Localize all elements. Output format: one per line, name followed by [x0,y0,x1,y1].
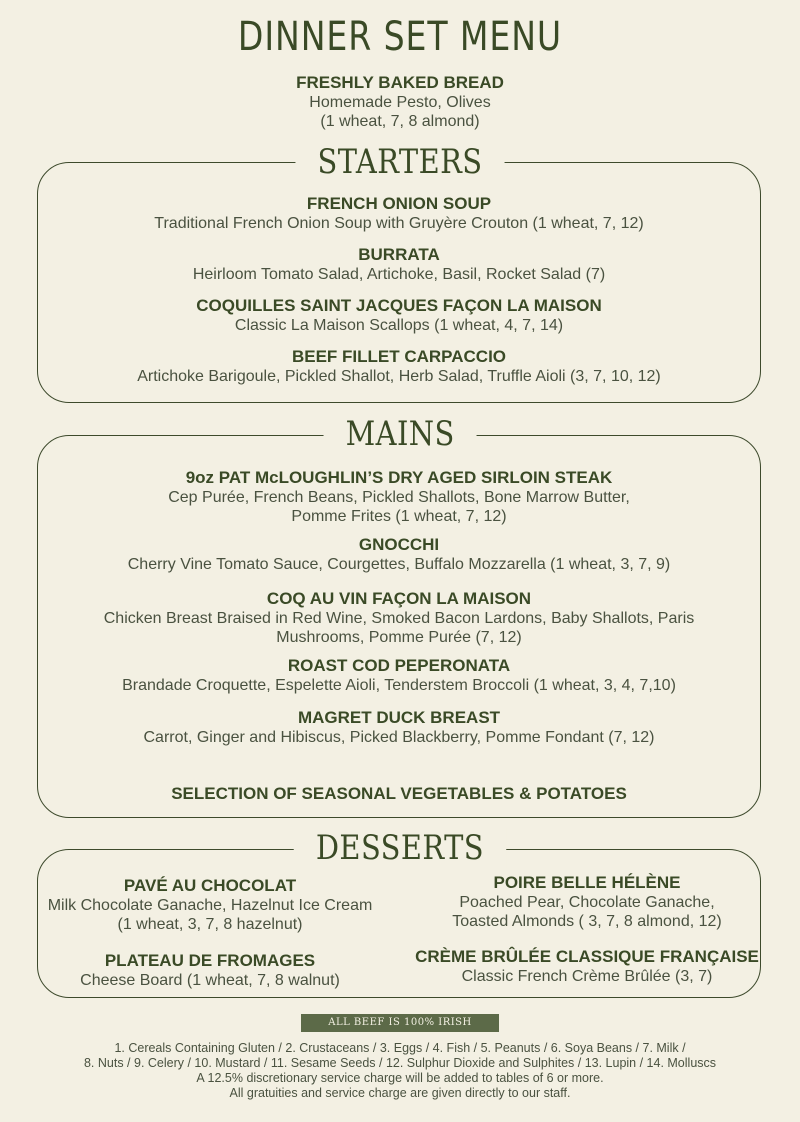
irish-beef-banner: ALL BEEF IS 100% IRISH [301,1014,499,1032]
dessert-item [412,872,762,931]
sides-title: SELECTION OF SEASONAL VEGETABLES & POTATOES [171,784,627,803]
dish-title: COQUILLES SAINT JACQUES FAÇON LA MAISON [196,296,602,315]
dish-desc: (1 wheat, 3, 7, 8 hazelnut) [117,916,303,933]
starter-item [37,346,761,386]
dish-desc: Cheese Board (1 wheat, 7, 8 walnut) [80,972,340,989]
allergen-legend-line: 8. Nuts / 9. Celery / 10. Mustard / 11. Sesame Seeds / 12. Sulphur Dioxide and Sulphites / 13. Lupin / 14. Molluscs [83,1056,717,1070]
dish-desc: Classic French Crème Brûlée (3, 7) [461,968,713,985]
dish-desc: Carrot, Ginger and Hibiscus, Picked Blackberry, Pomme Fondant (7, 12) [143,729,655,746]
gratuities-note: All gratuities and service charge are given directly to our staff. [229,1086,571,1100]
dish-desc: Mushrooms, Pomme Purée (7, 12) [276,629,522,646]
allergen-legend-line: 1. Cereals Containing Gluten / 2. Crustaceans / 3. Eggs / 4. Fish / 5. Peanuts / 6. Soya Beans / 7. Milk / [114,1041,686,1055]
dish-desc: Poached Pear, Chocolate Ganache, [459,894,715,911]
starters-heading: STARTERS [0,142,800,182]
menu-title: DINNER SET MENU [237,14,563,60]
bread-block [0,72,800,131]
dish-desc: Pomme Frites (1 wheat, 7, 12) [291,508,507,525]
bread-title: FRESHLY BAKED BREAD [296,73,504,92]
dessert-item [40,950,380,990]
dish-title: ROAST COD PEPERONATA [287,656,511,675]
dish-title: 9oz PAT McLOUGHLIN’S DRY AGED SIRLOIN STEAK [185,468,613,487]
dish-desc: Brandade Croquette, Espelette Aioli, Tenderstem Broccoli (1 wheat, 3, 4, 7,10) [122,677,676,694]
sides-item [37,783,761,804]
starter-item [37,295,761,335]
main-item [37,534,761,574]
dish-title: GNOCCHI [358,535,440,554]
service-charge-note: A 12.5% discretionary service charge will be added to tables of 6 or more. [196,1071,604,1085]
dish-title: MAGRET DUCK BREAST [297,708,501,727]
main-item [37,588,761,647]
dish-title: BEEF FILLET CARPACCIO [291,347,507,366]
starter-item [37,193,761,233]
dish-desc: Cep Purée, French Beans, Pickled Shallots, Bone Marrow Butter, [168,489,630,506]
dish-desc: Milk Chocolate Ganache, Hazelnut Ice Cream [47,897,373,914]
dish-title: POIRE BELLE HÉLÈNE [493,873,681,892]
desserts-heading: DESSERTS [0,828,800,868]
dish-desc: Traditional French Onion Soup with Gruyère Crouton (1 wheat, 7, 12) [154,215,644,232]
dish-title: COQ AU VIN FAÇON LA MAISON [266,589,532,608]
dessert-item [412,946,762,986]
dish-desc: Heirloom Tomato Salad, Artichoke, Basil, Rocket Salad (7) [192,266,606,283]
bread-allergens: (1 wheat, 7, 8 almond) [320,113,480,130]
dish-desc: Toasted Almonds ( 3, 7, 8 almond, 12) [452,913,722,930]
main-item [37,655,761,695]
dessert-item [40,875,380,934]
dish-title: FRENCH ONION SOUP [306,194,492,213]
dish-title: PAVÉ AU CHOCOLAT [123,876,297,895]
bread-desc: Homemade Pesto, Olives [309,94,491,111]
dish-desc: Chicken Breast Braised in Red Wine, Smoked Bacon Lardons, Baby Shallots, Paris [103,610,695,627]
dish-desc: Artichoke Barigoule, Pickled Shallot, Herb Salad, Truffle Aioli (3, 7, 10, 12) [137,368,661,385]
starter-item [37,244,761,284]
dish-title: BURRATA [358,245,440,264]
main-item [37,467,761,526]
main-item [37,707,761,747]
dish-title: CRÈME BRÛLÉE CLASSIQUE FRANÇAISE [415,947,759,966]
dish-desc: Classic La Maison Scallops (1 wheat, 4, 7, 14) [234,317,564,334]
mains-heading: MAINS [0,414,800,454]
dish-desc: Cherry Vine Tomato Sauce, Courgettes, Buffalo Mozzarella (1 wheat, 3, 7, 9) [127,556,671,573]
dish-title: PLATEAU DE FROMAGES [104,951,316,970]
